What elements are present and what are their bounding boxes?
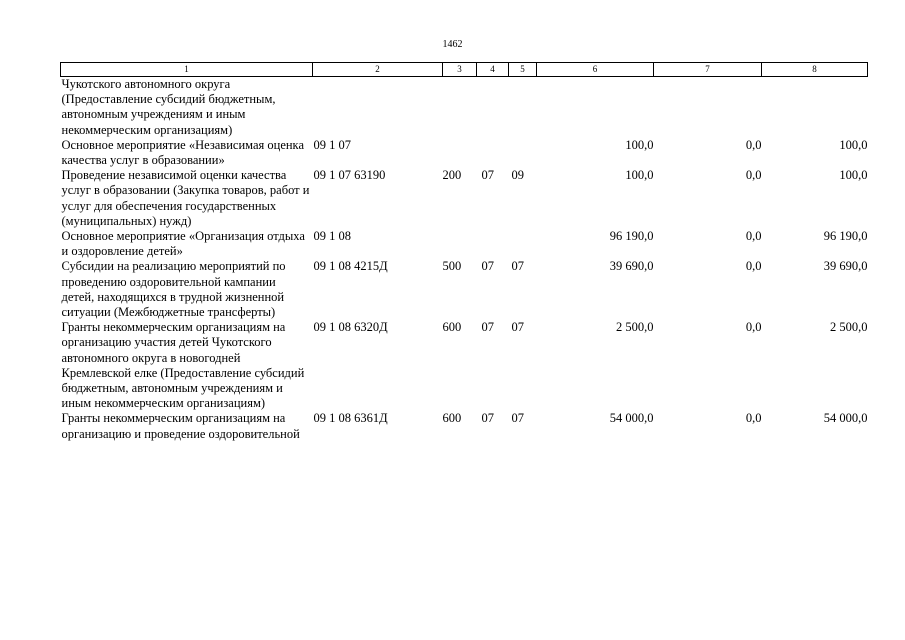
row-col-3: 500 [442, 259, 462, 274]
header-col-2: 2 [313, 63, 443, 77]
row-name: Гранты некоммерческим организациям на организацию и проведение оздоровительной [61, 411, 300, 441]
row-col-4: 07 [481, 168, 494, 183]
table-body [61, 77, 868, 442]
table-row [61, 77, 868, 138]
row-col-4: 07 [481, 259, 494, 274]
row-code: 09 1 07 63190 [313, 168, 386, 183]
row-name: Чукотского автономного округа (Предоставление субсидий бюджетным, автономным учреждениям и иным некоммерческим организациям) [61, 77, 276, 137]
row-code: 09 1 08 [313, 229, 351, 244]
row-value-6: 100,0 [625, 168, 654, 183]
row-value-7 [654, 77, 762, 138]
row-name: Проведение независимой оценки качества услуг в образовании (Закупка товаров, работ и услуг для обеспечения государственных (муниципальных) нужд) [61, 168, 310, 228]
row-value-7: 0,0 [745, 320, 762, 335]
row-code: 09 1 08 6320Д [313, 320, 388, 335]
header-col-5: 5 [509, 63, 537, 77]
row-col-4: 07 [481, 411, 494, 426]
row-col-3: 200 [442, 168, 462, 183]
row-col-5 [509, 138, 537, 168]
row-name: Гранты некоммерческим организациям на организацию участия детей Чукотского автономного округа в новогодней Кремлевской елке (Предоставление субсидий бюджетным, автономным учреждениям и иным некоммерческим организациям) [61, 320, 305, 411]
row-value-8 [762, 77, 868, 138]
row-col-5: 07 [511, 411, 524, 426]
row-value-7: 0,0 [745, 411, 762, 426]
row-col-3 [443, 138, 477, 168]
header-row [61, 63, 868, 77]
table-row [61, 411, 868, 441]
row-value-8: 2 500,0 [830, 320, 868, 335]
header-col-7: 7 [654, 63, 762, 77]
table-row [61, 168, 868, 229]
table-row [61, 138, 868, 168]
table-header [61, 63, 868, 77]
row-value-8: 54 000,0 [823, 411, 868, 426]
row-code [313, 77, 443, 138]
row-col-3 [443, 229, 477, 259]
header-col-8: 8 [762, 63, 868, 77]
row-col-4 [477, 138, 509, 168]
row-value-7: 0,0 [745, 137, 762, 152]
row-value-6: 96 190,0 [609, 229, 654, 244]
row-col-3 [443, 77, 477, 138]
row-value-7: 0,0 [745, 168, 762, 183]
row-value-8: 100,0 [839, 168, 868, 183]
row-value-7: 0,0 [745, 229, 762, 244]
row-name: Субсидии на реализацию мероприятий по проведению оздоровительной кампании детей, находящихся в трудной жизненной ситуации (Межбюджетные трансферты) [61, 259, 286, 320]
row-value-6: 54 000,0 [609, 411, 654, 426]
row-col-4 [477, 77, 509, 138]
header-col-3: 3 [443, 63, 477, 77]
row-col-5: 09 [511, 168, 524, 183]
table-row [61, 320, 868, 411]
header-col-4: 4 [477, 63, 509, 77]
row-name: Основное мероприятие «Независимая оценка качества услуг в образовании» [61, 137, 304, 168]
row-col-3: 600 [442, 320, 462, 335]
row-col-3: 600 [442, 411, 462, 426]
row-value-6: 100,0 [625, 137, 654, 152]
table-row [61, 259, 868, 320]
row-code: 09 1 08 4215Д [313, 259, 388, 274]
row-value-6: 39 690,0 [609, 259, 654, 274]
row-col-4: 07 [481, 320, 494, 335]
row-value-8: 96 190,0 [823, 229, 868, 244]
row-code: 09 1 08 6361Д [313, 411, 388, 426]
row-value-8: 39 690,0 [823, 259, 868, 274]
table-row [61, 229, 868, 259]
row-value-6 [537, 77, 654, 138]
row-col-5 [509, 77, 537, 138]
header-col-6: 6 [537, 63, 654, 77]
row-col-5 [509, 229, 537, 259]
row-col-4 [477, 229, 509, 259]
header-col-1: 1 [61, 63, 313, 77]
row-value-6: 2 500,0 [616, 320, 654, 335]
row-value-7: 0,0 [745, 259, 762, 274]
row-value-8: 100,0 [839, 137, 868, 152]
row-col-5: 07 [511, 320, 524, 335]
row-code: 09 1 07 [313, 137, 351, 152]
page-number: 1462 [442, 39, 463, 50]
row-col-5: 07 [511, 259, 524, 274]
row-name: Основное мероприятие «Организация отдыха и оздоровление детей» [61, 229, 305, 259]
budget-table [60, 62, 868, 442]
